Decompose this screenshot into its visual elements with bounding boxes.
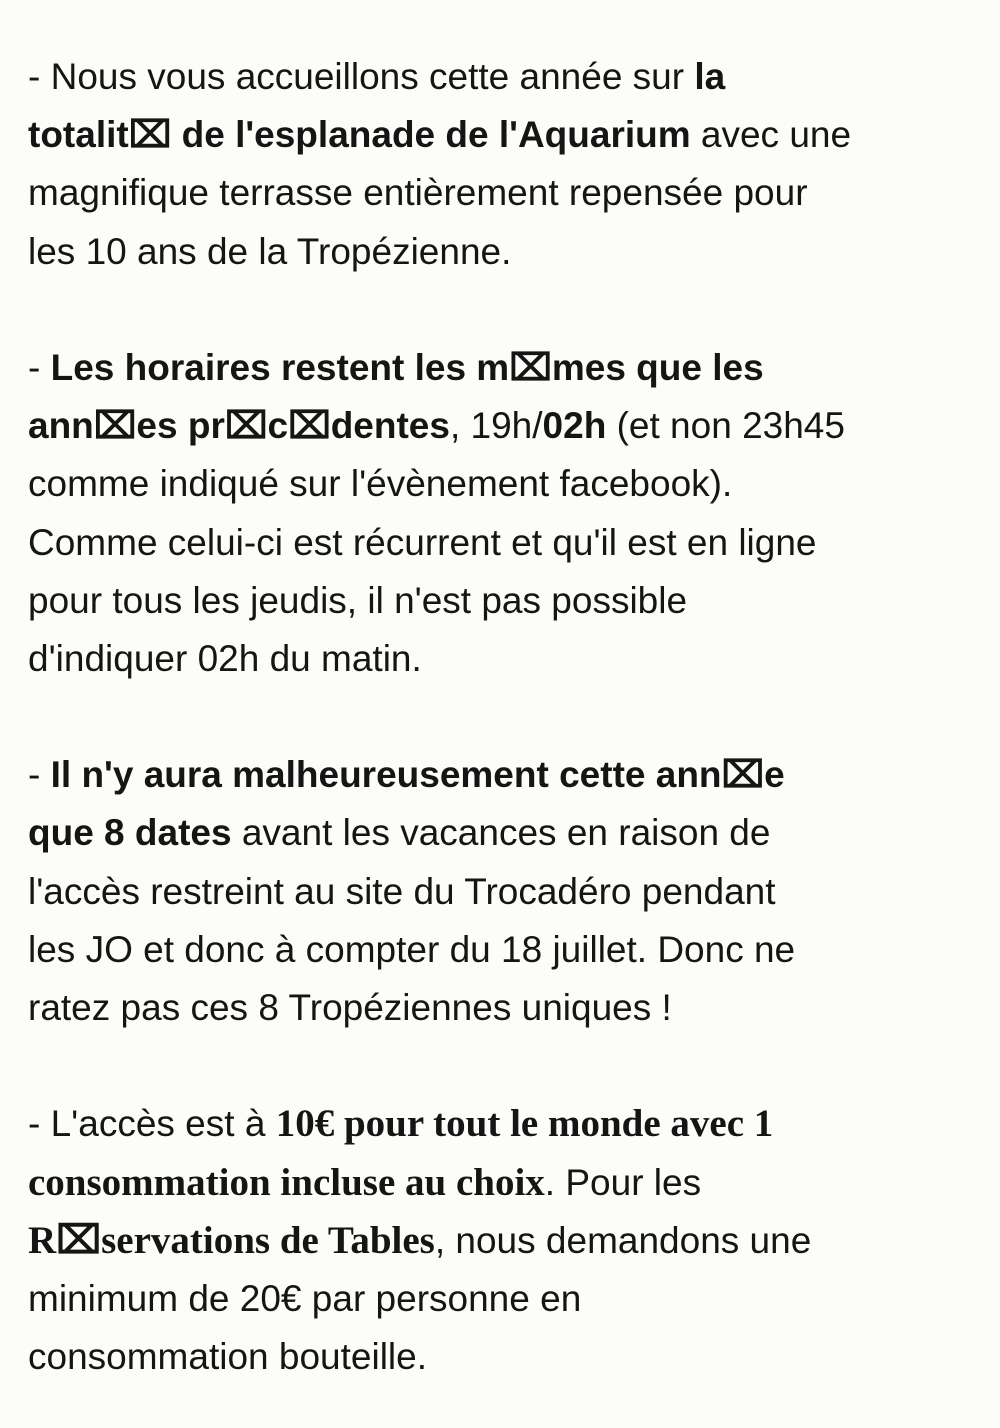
text-segment: avant les vacances en raison de	[231, 812, 771, 854]
text-line	[28, 164, 988, 222]
text-segment: - Nous vous accueillons cette année sur	[28, 56, 695, 97]
emphasized-text: R⌧servations de Tables	[28, 1218, 435, 1262]
paragraph	[28, 746, 988, 1037]
text-segment: comme indiqué sur l'évènement facebook).	[28, 463, 733, 505]
text-line	[28, 397, 988, 455]
emphasized-text: la	[694, 56, 726, 97]
paragraph	[28, 339, 988, 688]
text-line	[28, 106, 988, 164]
emphasized-text: Il n'y aura malheureusement cette ann⌧e	[50, 754, 785, 796]
text-segment: -	[28, 754, 51, 796]
text-line	[28, 921, 988, 979]
text-segment: les 10 ans de la Tropézienne.	[28, 230, 512, 272]
text-segment: consommation bouteille.	[28, 1336, 427, 1378]
emphasized-text: totalit⌧ de l'esplanade de l'Aquarium	[28, 114, 691, 156]
text-line	[28, 1270, 988, 1328]
paragraph-spacer	[28, 688, 988, 746]
paragraph-spacer	[28, 281, 988, 339]
text-line	[28, 1095, 988, 1153]
text-line	[28, 979, 988, 1037]
text-segment: (et non 23h45	[606, 405, 845, 447]
text-line	[28, 630, 988, 688]
text-line	[28, 48, 988, 106]
text-segment: . Pour les	[544, 1161, 702, 1203]
text-line	[28, 1212, 988, 1270]
text-line	[28, 514, 988, 572]
text-segment: avec une	[690, 114, 852, 156]
text-line	[28, 339, 988, 397]
text-line	[28, 804, 988, 862]
text-segment: minimum de 20€ par personne en	[28, 1277, 582, 1319]
text-segment: Comme celui-ci est récurrent et qu'il est en ligne	[28, 521, 817, 563]
text-line	[28, 455, 988, 513]
emphasized-text: ann⌧es pr⌧c⌧dentes	[28, 405, 450, 447]
text-segment: pour tous les jeudis, il n'est pas possible	[28, 579, 688, 621]
emphasized-text: 02h	[542, 405, 607, 447]
text-line	[28, 1154, 988, 1212]
paragraph	[28, 48, 988, 281]
text-line	[28, 223, 988, 281]
emphasized-text: que 8 dates	[28, 812, 232, 854]
emphasized-text: consommation incluse au choix	[28, 1160, 545, 1204]
text-line	[28, 863, 988, 921]
text-segment: d'indiquer 02h du matin.	[28, 637, 422, 679]
emphasized-text: 10€ pour tout le monde avec 1	[275, 1102, 774, 1146]
text-line	[28, 572, 988, 630]
text-line	[28, 746, 988, 804]
paragraph	[28, 1095, 988, 1386]
text-segment: les JO et donc à compter du 18 juillet. Donc ne	[28, 928, 796, 970]
text-segment: ratez pas ces 8 Tropéziennes uniques !	[28, 987, 672, 1028]
announcement-text	[28, 48, 988, 1386]
paragraph-spacer	[28, 1037, 988, 1095]
text-segment: magnifique terrasse entièrement repensée pour	[28, 172, 808, 214]
text-segment: - L'accès est à	[28, 1103, 276, 1145]
text-segment: l'accès restreint au site du Trocadéro pendant	[28, 870, 776, 912]
text-segment: -	[28, 346, 51, 388]
text-segment: , 19h/	[449, 405, 543, 447]
text-segment: , nous demandons une	[434, 1219, 812, 1261]
text-line	[28, 1328, 988, 1386]
emphasized-text: Les horaires restent les m⌧mes que les	[50, 346, 764, 388]
